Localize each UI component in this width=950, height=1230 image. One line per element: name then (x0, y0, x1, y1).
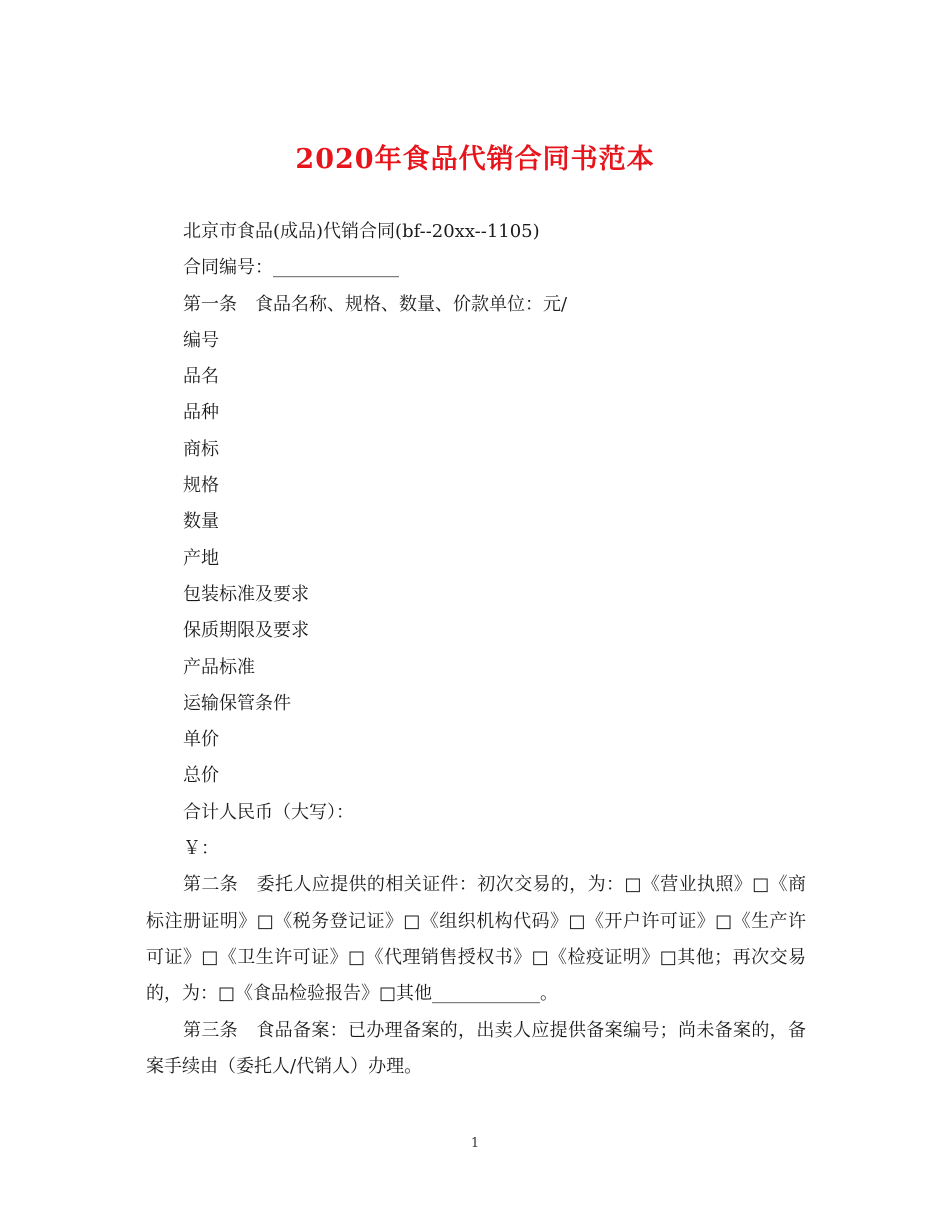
article-three: 第三条 食品备案：已办理备案的，出卖人应提供备案编号；尚未备案的，备案手续由（委托人/代销人）办理。 (146, 1019, 806, 1077)
field-label: 运输保管条件 (183, 692, 291, 714)
article-one: 第一条 食品名称、规格、数量、价款单位：元/ (183, 293, 568, 315)
page-number: 1 (470, 1136, 480, 1151)
document-body (146, 214, 806, 1085)
total-amount-yuan: ￥： (183, 838, 219, 860)
contract-number-line: 合同编号：______________ (183, 257, 399, 279)
field-label: 规格 (183, 475, 219, 497)
field-label: 品名 (183, 366, 219, 388)
field-label: 编号 (183, 329, 219, 351)
field-label: 保质期限及要求 (183, 620, 309, 642)
article-two: 第二条 委托人应提供的相关证件：初次交易的，为：□《营业执照》□《商标注册证明》□《税务登记证》□《组织机构代码》□《开户许可证》□《生产许可证》□《卫生许可证》□《代理销售授权书》□《检疫证明》□其他；再次交易的，为：□《食品检验报告》□其他____________。 (146, 874, 806, 1005)
field-label: 产地 (183, 547, 219, 569)
field-label: 包装标准及要求 (183, 583, 309, 605)
contract-heading: 北京市食品(成品)代销合同(bf--20xx--1105) (183, 221, 540, 242)
field-label: 商标 (183, 438, 219, 460)
field-label: 品种 (183, 402, 219, 424)
field-label: 单价 (183, 729, 219, 751)
field-label: 总价 (183, 765, 219, 787)
field-label: 数量 (183, 511, 219, 533)
total-amount-words: 合计人民币（大写）： (183, 801, 354, 823)
document-title: 2020年食品代销合同书范本 (295, 144, 655, 175)
field-label: 产品标准 (183, 656, 255, 678)
